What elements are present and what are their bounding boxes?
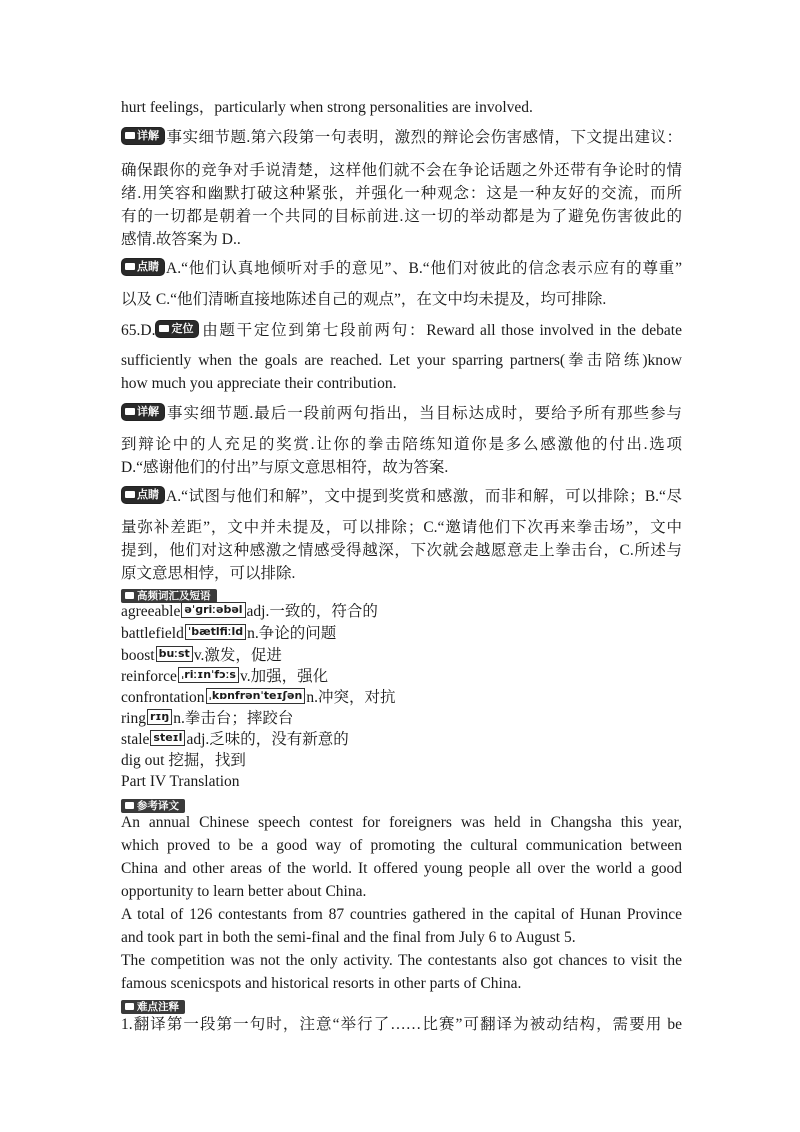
text-line: [121, 289, 682, 311]
text-line: [121, 904, 682, 926]
text: 确保跟你的竞争对手说清楚，这样他们就不会在争论话题之外还带有争论时的情: [121, 162, 682, 179]
text: dig out 挖掘，找到: [121, 752, 246, 769]
text-line: [121, 183, 682, 205]
text-line: [121, 486, 682, 508]
text-line: [121, 229, 682, 251]
text-line: [121, 517, 682, 539]
locate-badge: 定位: [155, 320, 199, 338]
text: The competition was not the only activity. The contestants also got chances to visit the: [121, 952, 682, 969]
text: 以及 C.“他们清晰直接地陈述自己的观点”，在文中均未提及，均可排除.: [121, 291, 607, 308]
text-line: [121, 1014, 682, 1036]
text: 感情.故答案为 D..: [121, 231, 241, 248]
circle-icon: [125, 592, 134, 599]
text-line: [121, 835, 682, 857]
text: 有的一切都是朝着一个共同的目标前进.这一切的举动都是为了避免伤害彼此的: [121, 208, 682, 225]
text-line: [121, 97, 682, 119]
folder-icon: [125, 132, 135, 139]
text-line: [121, 540, 682, 562]
text-line: [121, 812, 682, 834]
phonetic: əˈɡriːəbəl: [181, 602, 245, 618]
phonetic: ˌkɒnfrənˈteɪʃən: [206, 688, 306, 704]
text-line: [121, 434, 682, 456]
text-line: [121, 881, 682, 903]
section-title: [121, 771, 682, 793]
vocab-item: confrontation ˌkɒnfrənˈteɪʃən n.冲突，对抗: [121, 689, 396, 706]
text: An annual Chinese speech contest for foreigners was held in Changsha this year,: [121, 814, 682, 831]
detail-badge: 详解: [121, 127, 165, 145]
text: how much you appreciate their contribution.: [121, 375, 397, 392]
vocab-item: reinforce ˌriːɪnˈfɔːs v.加强，强化: [121, 668, 329, 685]
reference-translation-heading: 参考译文: [121, 799, 185, 813]
phonetic: ˌriːɪnˈfɔːs: [178, 667, 239, 683]
difficult-points-heading: 难点注释: [121, 1000, 185, 1014]
phonetic: buːst: [156, 646, 193, 662]
text-line: [121, 206, 682, 228]
text: 事实细节题.最后一段前两句指出，当目标达成时，要给予所有那些参与: [166, 405, 682, 422]
text-line: [121, 258, 682, 280]
text: 原文意思相悖，可以排除.: [121, 565, 296, 582]
vocab-item: boost buːst v.激发，促进: [121, 647, 282, 664]
text-line: [121, 750, 682, 772]
text-line: [121, 927, 682, 949]
vocab-item: stale steɪl adj.乏味的，没有新意的: [121, 731, 349, 748]
text: 绪.用笑容和幽默打破这种紧张，并强化一种观念：这是一种友好的交流，而所: [121, 185, 682, 202]
folder-icon: [125, 802, 134, 809]
text: opportunity to learn better about China.: [121, 883, 367, 900]
text: Part IV Translation: [121, 773, 240, 790]
text: 量弥补差距”，文中并未提及，可以排除；C.“邀请他们下次再来拳击场”，文中: [121, 519, 682, 536]
text: which proved to be a good way of promoting the cultural communication between: [121, 837, 682, 854]
folder-icon: [125, 1003, 134, 1010]
text: 到辩论中的人充足的奖赏.让你的拳击陪练知道你是多么感激他的付出.选项: [121, 436, 682, 453]
text: China and other areas of the world. It offered young people all over the world a good: [121, 860, 682, 877]
phonetic: rɪŋ: [147, 709, 172, 725]
text-line: [121, 858, 682, 880]
folder-icon: [125, 491, 135, 498]
text: 由题干定位到第七段前两句：Reward all those involved in the debate: [200, 322, 682, 339]
text-line: [121, 320, 682, 342]
text-line: [121, 973, 682, 995]
text-line: [121, 127, 682, 149]
point-badge: 点睛: [121, 486, 165, 504]
detail-badge: 详解: [121, 403, 165, 421]
text-line: [121, 563, 682, 585]
point-badge: 点睛: [121, 258, 165, 276]
text: sufficiently when the goals are reached. Let your sparring partners(拳击陪练)know: [121, 352, 682, 369]
vocab-heading: 高频词汇及短语: [121, 589, 217, 603]
phonetic: steɪl: [150, 730, 185, 746]
vocab-item: ring rɪŋ n.拳击台；摔跤台: [121, 710, 294, 727]
text: and took part in both the semi-final and the final from July 6 to August 5.: [121, 929, 576, 946]
text-line: [121, 350, 682, 372]
text: 1.翻译第一段第一句时，注意“举行了……比赛”可翻译为被动结构，需要用 be: [121, 1016, 682, 1033]
vocab-item: battlefield ˈbætlfiːld n.争论的问题: [121, 625, 337, 642]
text-line: [121, 457, 682, 479]
text: 提到，他们对这种感激之情感受得越深，下次就会越愿意走上拳击台，C.所述与: [121, 542, 682, 559]
text: A total of 126 contestants from 87 countries gathered in the capital of Hunan Province: [121, 906, 682, 923]
folder-icon: [125, 408, 135, 415]
text: 事实细节题.第六段第一句表明，激烈的辩论会伤害感情，下文提出建议：: [166, 129, 682, 146]
text-line: [121, 160, 682, 182]
text: D.“感谢他们的付出”与原文意思相符，故为答案.: [121, 459, 449, 476]
phonetic: ˈbætlfiːld: [185, 624, 246, 640]
vocab-item: agreeable əˈɡriːəbəl adj.一致的，符合的: [121, 603, 378, 620]
text: A.“他们认真地倾听对手的意见”、B.“他们对彼此的信念表示应有的尊重”: [166, 260, 682, 277]
text-line: [121, 373, 682, 395]
answer-label: 65.D.: [121, 322, 156, 339]
text: famous scenicspots and historical resorts in other parts of China.: [121, 975, 522, 992]
text-line: [121, 403, 682, 425]
folder-icon: [125, 263, 135, 270]
text: hurt feelings，particularly when strong personalities are involved.: [121, 99, 533, 116]
text: A.“试图与他们和解”，文中提到奖赏和感激，而非和解，可以排除；B.“尽: [166, 488, 682, 505]
text-line: [121, 950, 682, 972]
folder-icon: [159, 325, 169, 332]
